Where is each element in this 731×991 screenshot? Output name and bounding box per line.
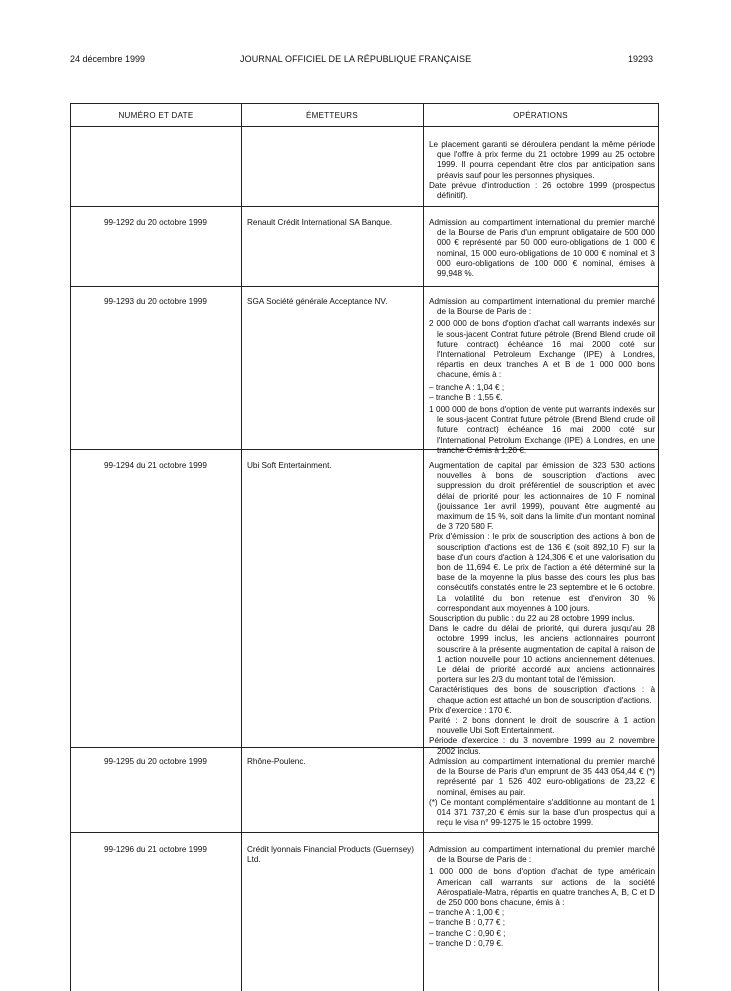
column-divider [241,104,242,991]
emetteur: Rhône-Poulenc. [247,757,306,766]
numero-date: 99-1292 du 20 octobre 1999 [104,218,207,227]
operations-text: – tranche A : 1,04 € ; [429,382,505,392]
table-row [429,845,655,949]
emetteur: SGA Société générale Acceptance NV. [247,297,388,306]
table-row [429,140,655,201]
operations-text: 1 000 000 de bons d'option d'achat de type américain American call warrants sur actions de la société Aérospatiale-Matra, répartis en quatre tranches A, B, C et D de 250 000 bons chacune, émis à : [429,867,655,908]
operations-text: – tranche B : 0,77 € ; [429,918,506,928]
emetteur: Renault Crédit International SA Banque. [247,218,393,227]
operations-text: Prix d'exercice : 170 €. [429,705,512,715]
operations-text: Parité : 2 bons donnent le droit de souscrire à 1 action nouvelle Ubi Soft Entertainment. [429,716,655,736]
operations-text: – tranche C : 0,90 € ; [429,928,506,938]
numero-date: 99-1296 du 21 octobre 1999 [104,845,207,854]
operations-text: Admission au compartiment international du premier marché de la Bourse de Paris d'un emprunt obligataire de 500 000 000 € représenté par 50 000 euro-obligations de 1 000 € nominal, 15 000 euro-obligations de 10 000 € nominal et 3 000 euro-obligations de 100 000 € nominal, émises à 99,948 %. [429,218,655,279]
operations-text: Période d'exercice : du 3 novembre 1999 au 2 novembre 2002 inclus. [429,736,655,756]
table-row [429,461,655,757]
table-row [429,218,655,279]
emetteur: Crédit lyonnais Financial Products (Guernsey) Ltd. [247,845,415,865]
row-divider [71,126,658,127]
operations-text: – tranche B : 1,55 €. [429,392,503,402]
numero-date: 99-1293 du 20 octobre 1999 [104,297,207,306]
operations-text: – tranche D : 0,79 €. [429,938,504,948]
operations-text: 2 000 000 de bons d'option d'achat call warrants indexés sur le sous-jacent Contrat future pétrole (Brend Blend crude oil future contract) échéance 16 mai 2000 coté sur l'International Petroleum Exchange (IPE) à Londres, répartis en deux tranches A et B de 1 000 000 bons chacune, émis à : [429,319,655,380]
operations-text: Augmentation de capital par émission de 323 530 actions nouvelles à bons de souscription d'actions avec suppression du droit préférentiel de souscription et avec délai de priorité pour les actionnaires de 10 F nominal (jouissance 1er avril 1999), pouvant être augmenté au maximum de 15 %, soit dans la limite d'un montant nominal de 3 720 580 F. [429,461,655,532]
numero-date: 99-1295 du 20 octobre 1999 [104,757,207,766]
operations-text: Souscription du public : du 22 au 28 octobre 1999 inclus. [429,614,635,624]
operations-text: Admission au compartiment international du premier marché de la Bourse de Paris de : [429,845,655,865]
journal-title: JOURNAL OFFICIEL DE LA RÉPUBLIQUE FRANÇAISE [240,54,472,64]
operations-text: 1 000 000 de bons d'option de vente put warrants indexés sur le sous-jacent Contrat future pétrole (Brend Blend crude oil future contract) échéance 16 mai 2000 coté sur l'International Petrolum Exchange (IPE) à Londres, en une tranche C émis à 1,20 €. [429,405,655,455]
row-divider [71,286,658,287]
table-row [429,757,655,828]
column-divider [423,104,424,991]
operations-text: – tranche A : 1,00 € ; [429,908,505,918]
operations-text: Date prévue d'introduction : 26 octobre 1999 (prospectus définitif). [429,180,655,201]
header-date: 24 décembre 1999 [70,54,146,64]
operations-text: Prix d'émission : le prix de souscription des actions à bon de souscription d'actions est de 136 € (soit 892,10 F) sur la base d'un cours d'action à 124,306 € et une valorisation du bon de 11,694 €. Le prix de l'action a été déterminé sur la base de la moyenne la plus basse des cours les plus bas consécutifs constatés entre le 23 septembre et le 6 octobre. La volatilité du bon retenue est d'environ 30 % correspondant aux moyennes à 100 jours. [429,532,655,613]
column-header-numero: NUMÉRO ET DATE [118,111,194,120]
numero-date: 99-1294 du 21 octobre 1999 [104,461,207,470]
operations-text: Admission au compartiment international du premier marché de la Bourse de Paris de : [429,297,655,317]
emetteur: Ubi Soft Entertainment. [247,461,332,470]
operations-text: (*) Ce montant complémentaire s'additionne au montant de 1 014 371 737,20 € émis sur la base d'un prospectus qui a reçu le visa n° 99-1275 le 15 octobre 1999. [429,797,655,828]
column-header-emetteurs: ÉMETTEURS [305,111,359,120]
operations-text: Dans le cadre du délai de priorité, qui durera jusqu'au 28 octobre 1999 inclus, les anciens actionnaires pourront souscrire à la présente augmentation de capital à raison de 1 action nouvelle pour 10 actions anciennement détenues. Le délai de priorité accordé aux anciens actionnaires portera sur les 2/3 du montant total de l'émission. [429,624,655,685]
row-divider [71,832,658,833]
column-header-operations: OPÉRATIONS [513,111,568,120]
page-number: 19293 [628,54,654,64]
row-divider [71,206,658,207]
table-row [429,297,655,456]
operations-table [70,103,659,991]
operations-text: Admission au compartiment international du premier marché de la Bourse de Paris d'un emprunt de 35 443 054,44 € (*) représenté par 1 526 402 euro-obligations de 23,22 € nominal, émises au pair. [429,757,655,797]
operations-text: Le placement garanti se déroulera pendant la même période que l'offre à prix ferme du 21 octobre 1999 au 25 octobre 1999. Il pourra cependant être clos par anticipation sans préavis sauf pour les personnes physiques. [429,140,655,180]
operations-text: Caractéristiques des bons de souscription d'actions : à chaque action est attaché un bon de souscription d'actions. [429,685,655,705]
